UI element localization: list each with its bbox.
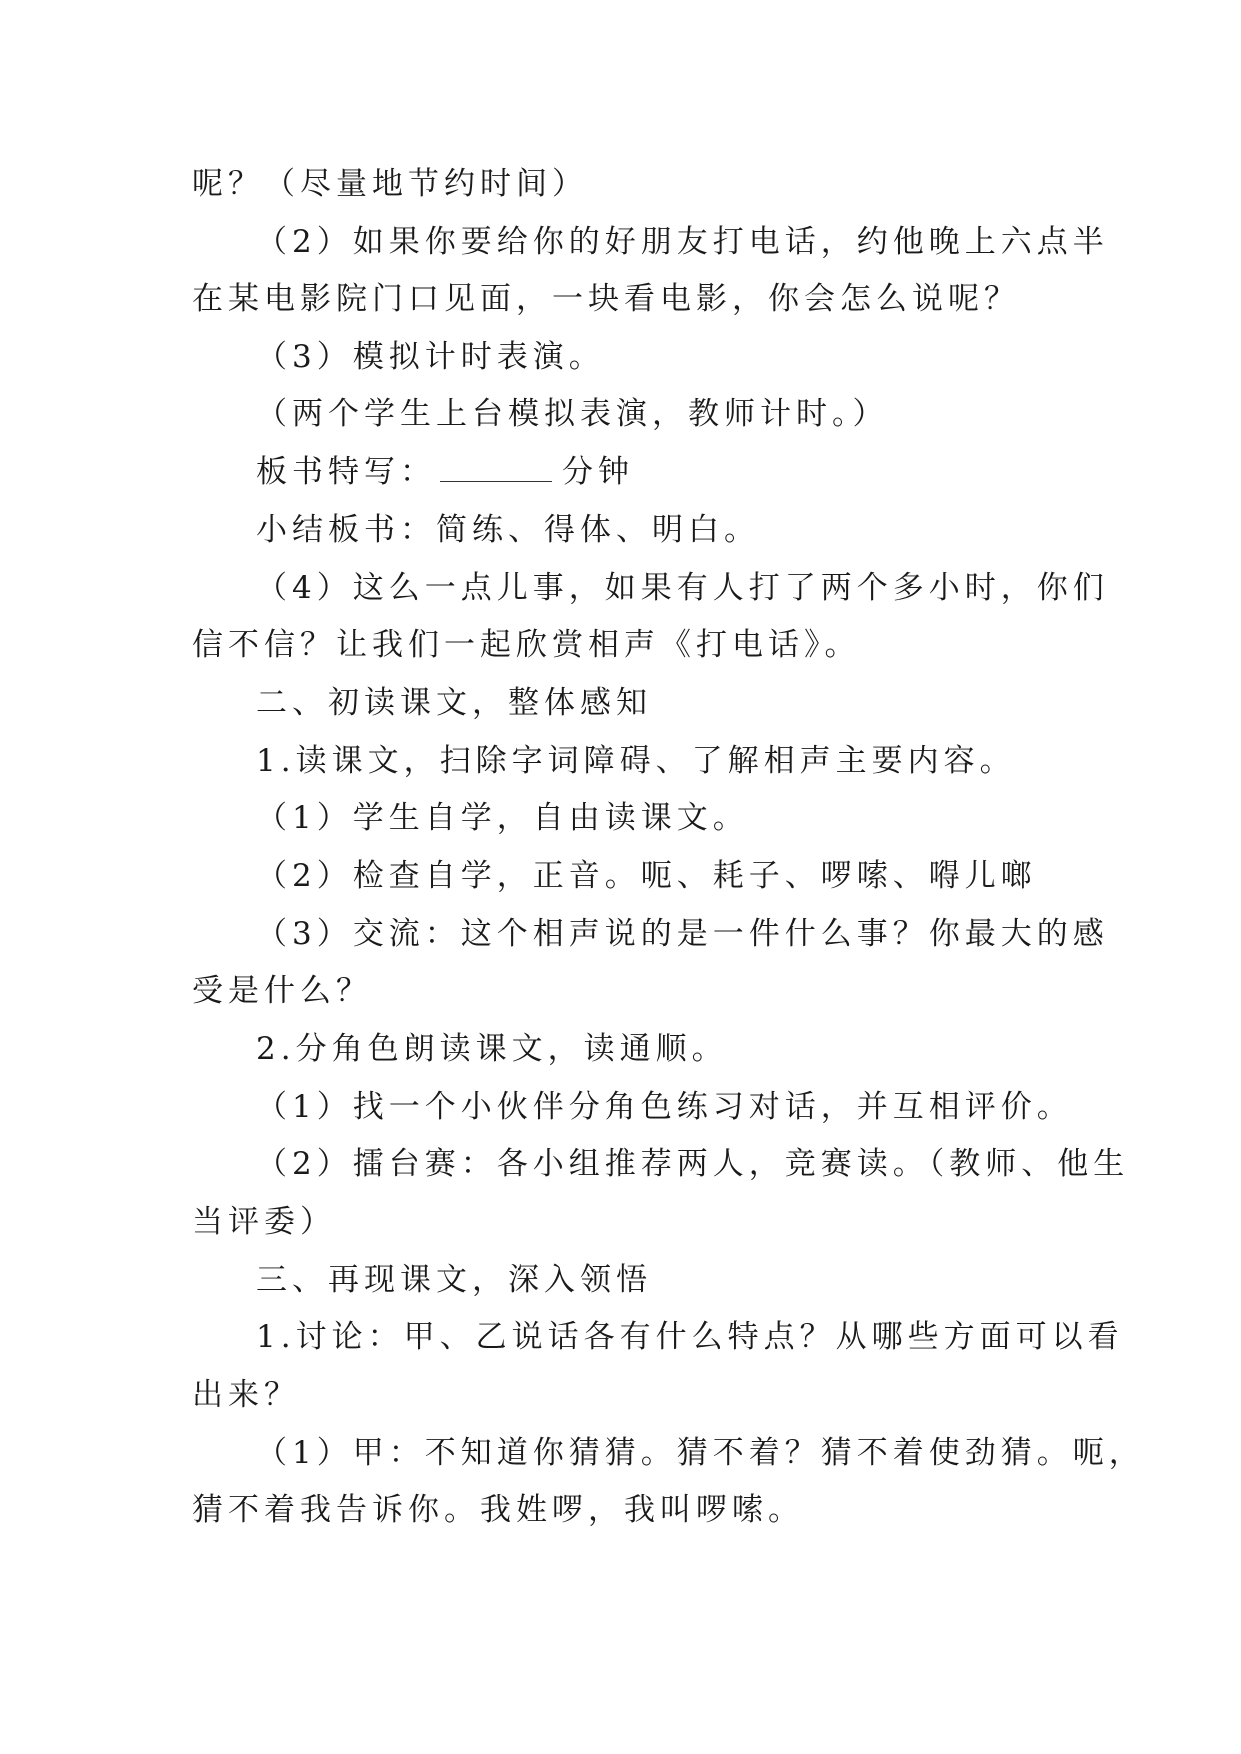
- board-writing-label: 板书特写：: [256, 454, 436, 490]
- text-line: 猜不着我告诉你。我姓啰，我叫啰嗦。: [192, 1492, 804, 1528]
- text-line: 呢？（尽量地节约时间）: [192, 166, 588, 202]
- text-line: （两个学生上台模拟表演，教师计时。）: [256, 396, 889, 432]
- text-line: 出来？: [192, 1377, 300, 1413]
- text-line: （1）找一个小伙伴分角色练习对话，并互相评价。: [256, 1089, 1073, 1125]
- text-line: （2）如果你要给你的好朋友打电话，约他晚上六点半: [256, 224, 1109, 260]
- text-line: 信不信？让我们一起欣赏相声《打电话》。: [192, 627, 861, 663]
- text-line: （3）交流：这个相声说的是一件什么事？你最大的感: [256, 916, 1109, 952]
- fill-in-blank: [440, 451, 552, 482]
- text-line: （1）学生自学，自由读课文。: [256, 800, 749, 836]
- minutes-label: 分钟: [562, 454, 634, 490]
- text-line: 受是什么？: [192, 973, 372, 1009]
- text-line: 1.讨论：甲、乙说话各有什么特点？从哪些方面可以看: [256, 1319, 1124, 1355]
- board-writing-line: [256, 442, 1136, 502]
- text-line: 2.分角色朗读课文，读通顺。: [256, 1031, 728, 1067]
- section-heading: 三、再现课文，深入领悟: [256, 1262, 652, 1298]
- section-heading: 二、初读课文，整体感知: [256, 685, 652, 721]
- text-line: 当评委）: [192, 1204, 336, 1240]
- text-line: （4）这么一点儿事，如果有人打了两个多小时，你们: [256, 570, 1109, 606]
- text-line: （2）检查自学，正音。呃、耗子、啰嗦、嘚儿啷: [256, 858, 1037, 894]
- text-line: 在某电影院门口见面，一块看电影，你会怎么说呢？: [192, 281, 1020, 317]
- text-line: 小结板书：简练、得体、明白。: [256, 512, 760, 548]
- text-line: （1）甲：不知道你猜猜。猜不着？猜不着使劲猜。呃，: [256, 1435, 1145, 1471]
- text-line: 1.读课文，扫除字词障碍、了解相声主要内容。: [256, 743, 1016, 779]
- text-line: （2）擂台赛：各小组推荐两人，竞赛读。（教师、他生: [256, 1146, 1130, 1182]
- text-line: （3）模拟计时表演。: [256, 339, 605, 375]
